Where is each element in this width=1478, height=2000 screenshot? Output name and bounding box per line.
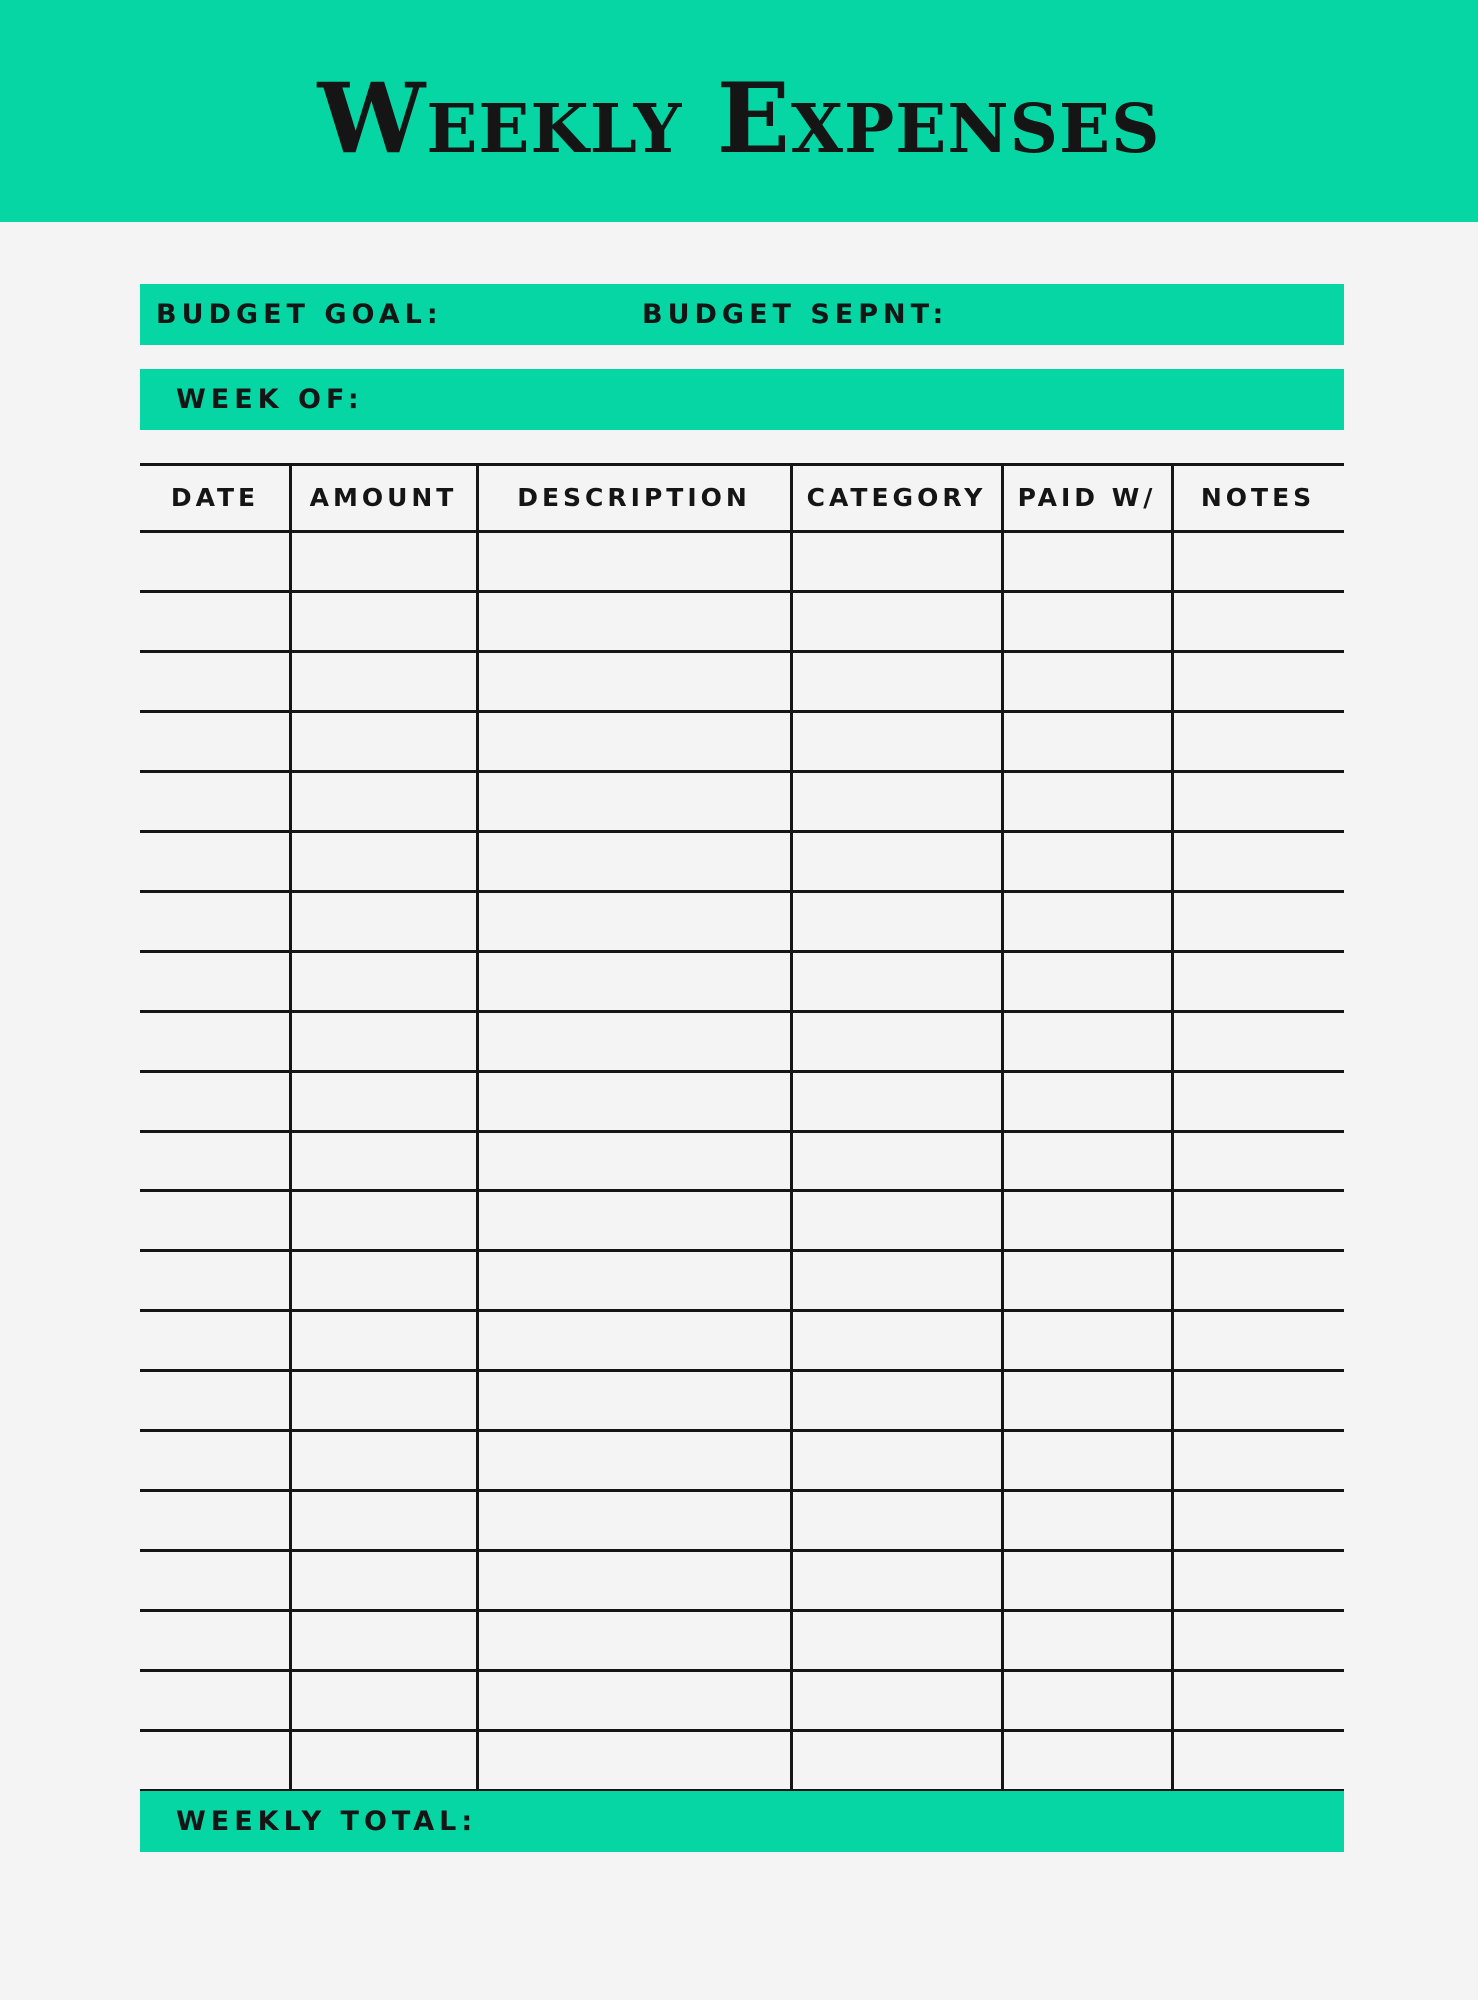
- table-cell: [1174, 1732, 1344, 1789]
- table-cell: [1004, 1013, 1171, 1070]
- table-cell: [793, 1552, 1001, 1609]
- table-cell: [479, 833, 790, 890]
- week-of-bar: [140, 369, 1344, 430]
- table-cell: [793, 1073, 1001, 1130]
- table-cell: [1004, 1133, 1171, 1189]
- table-cell: [140, 593, 289, 650]
- row-rule: [140, 1130, 1344, 1133]
- table-cell: [1174, 773, 1344, 830]
- table-cell: [1004, 653, 1171, 710]
- table-cell: [479, 533, 790, 590]
- table-cell: [479, 1372, 790, 1429]
- table-cell: [793, 1732, 1001, 1789]
- table-cell: [793, 1192, 1001, 1249]
- table-cell: [292, 1552, 476, 1609]
- row-rule: [140, 650, 1344, 653]
- table-cell: [140, 653, 289, 710]
- column-header-description: DESCRIPTION: [517, 482, 751, 512]
- table-cell: [1004, 1252, 1171, 1309]
- row-rule: [140, 1070, 1344, 1073]
- row-rule: [140, 770, 1344, 773]
- table-cell: [140, 1372, 289, 1429]
- table-cell: [793, 773, 1001, 830]
- table-cell: [1174, 593, 1344, 650]
- table-cell: [140, 953, 289, 1010]
- budget-goal-label: BUDGET GOAL:: [156, 299, 443, 330]
- table-cell: [793, 653, 1001, 710]
- table-cell: [292, 593, 476, 650]
- row-rule: [140, 1010, 1344, 1013]
- table-cell: [479, 1013, 790, 1070]
- table-cell: [479, 893, 790, 950]
- table-cell: [140, 893, 289, 950]
- row-rule: [140, 890, 1344, 893]
- table-cell: [292, 893, 476, 950]
- table-cell: [292, 1672, 476, 1729]
- table-cell: [292, 1432, 476, 1489]
- table-cell: [1174, 953, 1344, 1010]
- table-cell: [292, 1492, 476, 1549]
- row-rule: [140, 1309, 1344, 1312]
- table-cell: [1174, 1492, 1344, 1549]
- table-cell: [1004, 713, 1171, 770]
- table-cell: [793, 1432, 1001, 1489]
- table-cell: [1174, 533, 1344, 590]
- budget-spent-label: BUDGET SEPNT:: [642, 299, 949, 330]
- table-cell: [292, 533, 476, 590]
- table-cell: [1004, 773, 1171, 830]
- table-cell: [292, 1732, 476, 1789]
- table-cell: [140, 1552, 289, 1609]
- table-cell: [793, 1492, 1001, 1549]
- table-cell: [292, 953, 476, 1010]
- table-cell: [140, 1073, 289, 1130]
- table-cell: [292, 1073, 476, 1130]
- row-rule: [140, 1369, 1344, 1372]
- table-cell: [793, 1013, 1001, 1070]
- table-cell: [479, 1252, 790, 1309]
- column-header-date: DATE: [170, 482, 260, 512]
- table-cell: [1004, 1732, 1171, 1789]
- table-cell: [1174, 1192, 1344, 1249]
- column-divider: [289, 463, 292, 1791]
- row-rule: [140, 1609, 1344, 1612]
- table-cell: [479, 1552, 790, 1609]
- table-cell: [1004, 833, 1171, 890]
- table-cell: [1004, 533, 1171, 590]
- row-rule: [140, 830, 1344, 833]
- table-cell: [793, 833, 1001, 890]
- table-cell: [479, 1432, 790, 1489]
- table-cell: [479, 953, 790, 1010]
- table-cell: [1174, 1133, 1344, 1189]
- table-top-rule: [140, 463, 1344, 466]
- column-header-notes: NOTES: [1200, 482, 1316, 512]
- table-cell: [1174, 1612, 1344, 1669]
- table-cell: [1174, 1312, 1344, 1369]
- table-cell: [1174, 833, 1344, 890]
- table-cell: [140, 1013, 289, 1070]
- table-cell: [793, 713, 1001, 770]
- table-cell: [1004, 953, 1171, 1010]
- table-cell: [1174, 1672, 1344, 1729]
- table-cell: [140, 1432, 289, 1489]
- table-cell: [1174, 1013, 1344, 1070]
- table-cell: [479, 1672, 790, 1729]
- row-rule: [140, 1189, 1344, 1192]
- table-cell: [140, 1612, 289, 1669]
- table-cell: [793, 1252, 1001, 1309]
- table-cell: [479, 653, 790, 710]
- table-cell: [1004, 1552, 1171, 1609]
- table-cell: [292, 1372, 476, 1429]
- table-cell: [479, 1133, 790, 1189]
- table-cell: [479, 1192, 790, 1249]
- table-cell: [140, 1732, 289, 1789]
- row-rule: [140, 950, 1344, 953]
- table-cell: [479, 593, 790, 650]
- table-cell: [793, 593, 1001, 650]
- table-cell: [292, 1252, 476, 1309]
- table-cell: [1004, 1672, 1171, 1729]
- table-cell: [140, 1192, 289, 1249]
- header-banner: [0, 0, 1478, 222]
- table-cell: [1174, 1552, 1344, 1609]
- table-cell: [1004, 1312, 1171, 1369]
- table-cell: [1004, 1432, 1171, 1489]
- table-cell: [479, 1073, 790, 1130]
- table-cell: [1004, 593, 1171, 650]
- table-cell: [140, 713, 289, 770]
- table-cell: [479, 773, 790, 830]
- table-cell: [793, 1372, 1001, 1429]
- table-cell: [140, 1672, 289, 1729]
- table-cell: [793, 1133, 1001, 1189]
- table-cell: [479, 1492, 790, 1549]
- table-cell: [140, 773, 289, 830]
- table-cell: [793, 953, 1001, 1010]
- row-rule: [140, 1729, 1344, 1732]
- table-cell: [1004, 893, 1171, 950]
- row-rule: [140, 1549, 1344, 1552]
- table-cell: [1174, 893, 1344, 950]
- table-cell: [1174, 1252, 1344, 1309]
- column-divider: [1001, 463, 1004, 1791]
- table-cell: [793, 1312, 1001, 1369]
- column-divider: [790, 463, 793, 1791]
- table-cell: [479, 1612, 790, 1669]
- table-cell: [479, 1312, 790, 1369]
- table-cell: [140, 1252, 289, 1309]
- table-cell: [793, 533, 1001, 590]
- table-cell: [140, 533, 289, 590]
- row-rule: [140, 710, 1344, 713]
- table-cell: [1004, 1073, 1171, 1130]
- table-cell: [140, 1312, 289, 1369]
- weekly-total-bar: [140, 1791, 1344, 1852]
- table-cell: [292, 653, 476, 710]
- table-cell: [292, 1192, 476, 1249]
- table-cell: [793, 1672, 1001, 1729]
- table-cell: [1174, 653, 1344, 710]
- budget-bar: [140, 284, 1344, 345]
- table-cell: [292, 833, 476, 890]
- table-cell: [479, 713, 790, 770]
- table-cell: [1174, 1372, 1344, 1429]
- row-rule: [140, 590, 1344, 593]
- table-cell: [1174, 1073, 1344, 1130]
- table-cell: [292, 1312, 476, 1369]
- table-cell: [793, 893, 1001, 950]
- table-cell: [1004, 1612, 1171, 1669]
- row-rule: [140, 1669, 1344, 1672]
- table-cell: [1004, 1192, 1171, 1249]
- table-cell: [1004, 1492, 1171, 1549]
- table-cell: [1004, 1372, 1171, 1429]
- table-cell: [140, 833, 289, 890]
- column-divider: [476, 463, 479, 1791]
- table-cell: [292, 1013, 476, 1070]
- row-rule: [140, 1489, 1344, 1492]
- table-cell: [292, 1612, 476, 1669]
- column-header-amount: AMOUNT: [309, 482, 458, 512]
- table-cell: [1174, 1432, 1344, 1489]
- column-header-category: CATEGORY: [806, 482, 987, 512]
- table-cell: [1174, 713, 1344, 770]
- table-cell: [292, 773, 476, 830]
- column-header-paid-with: PAID W/: [1017, 482, 1157, 512]
- table-cell: [793, 1612, 1001, 1669]
- row-rule: [140, 1429, 1344, 1432]
- header-rule: [140, 530, 1344, 533]
- table-cell: [140, 1133, 289, 1189]
- weekly-total-label: WEEKLY TOTAL:: [176, 1806, 478, 1837]
- table-cell: [479, 1732, 790, 1789]
- page-title: Weekly Expenses: [317, 61, 1161, 175]
- week-of-label: WEEK OF:: [176, 384, 364, 415]
- table-cell: [140, 1492, 289, 1549]
- table-cell: [292, 1133, 476, 1189]
- row-rule: [140, 1249, 1344, 1252]
- table-cell: [292, 713, 476, 770]
- column-divider: [1171, 463, 1174, 1791]
